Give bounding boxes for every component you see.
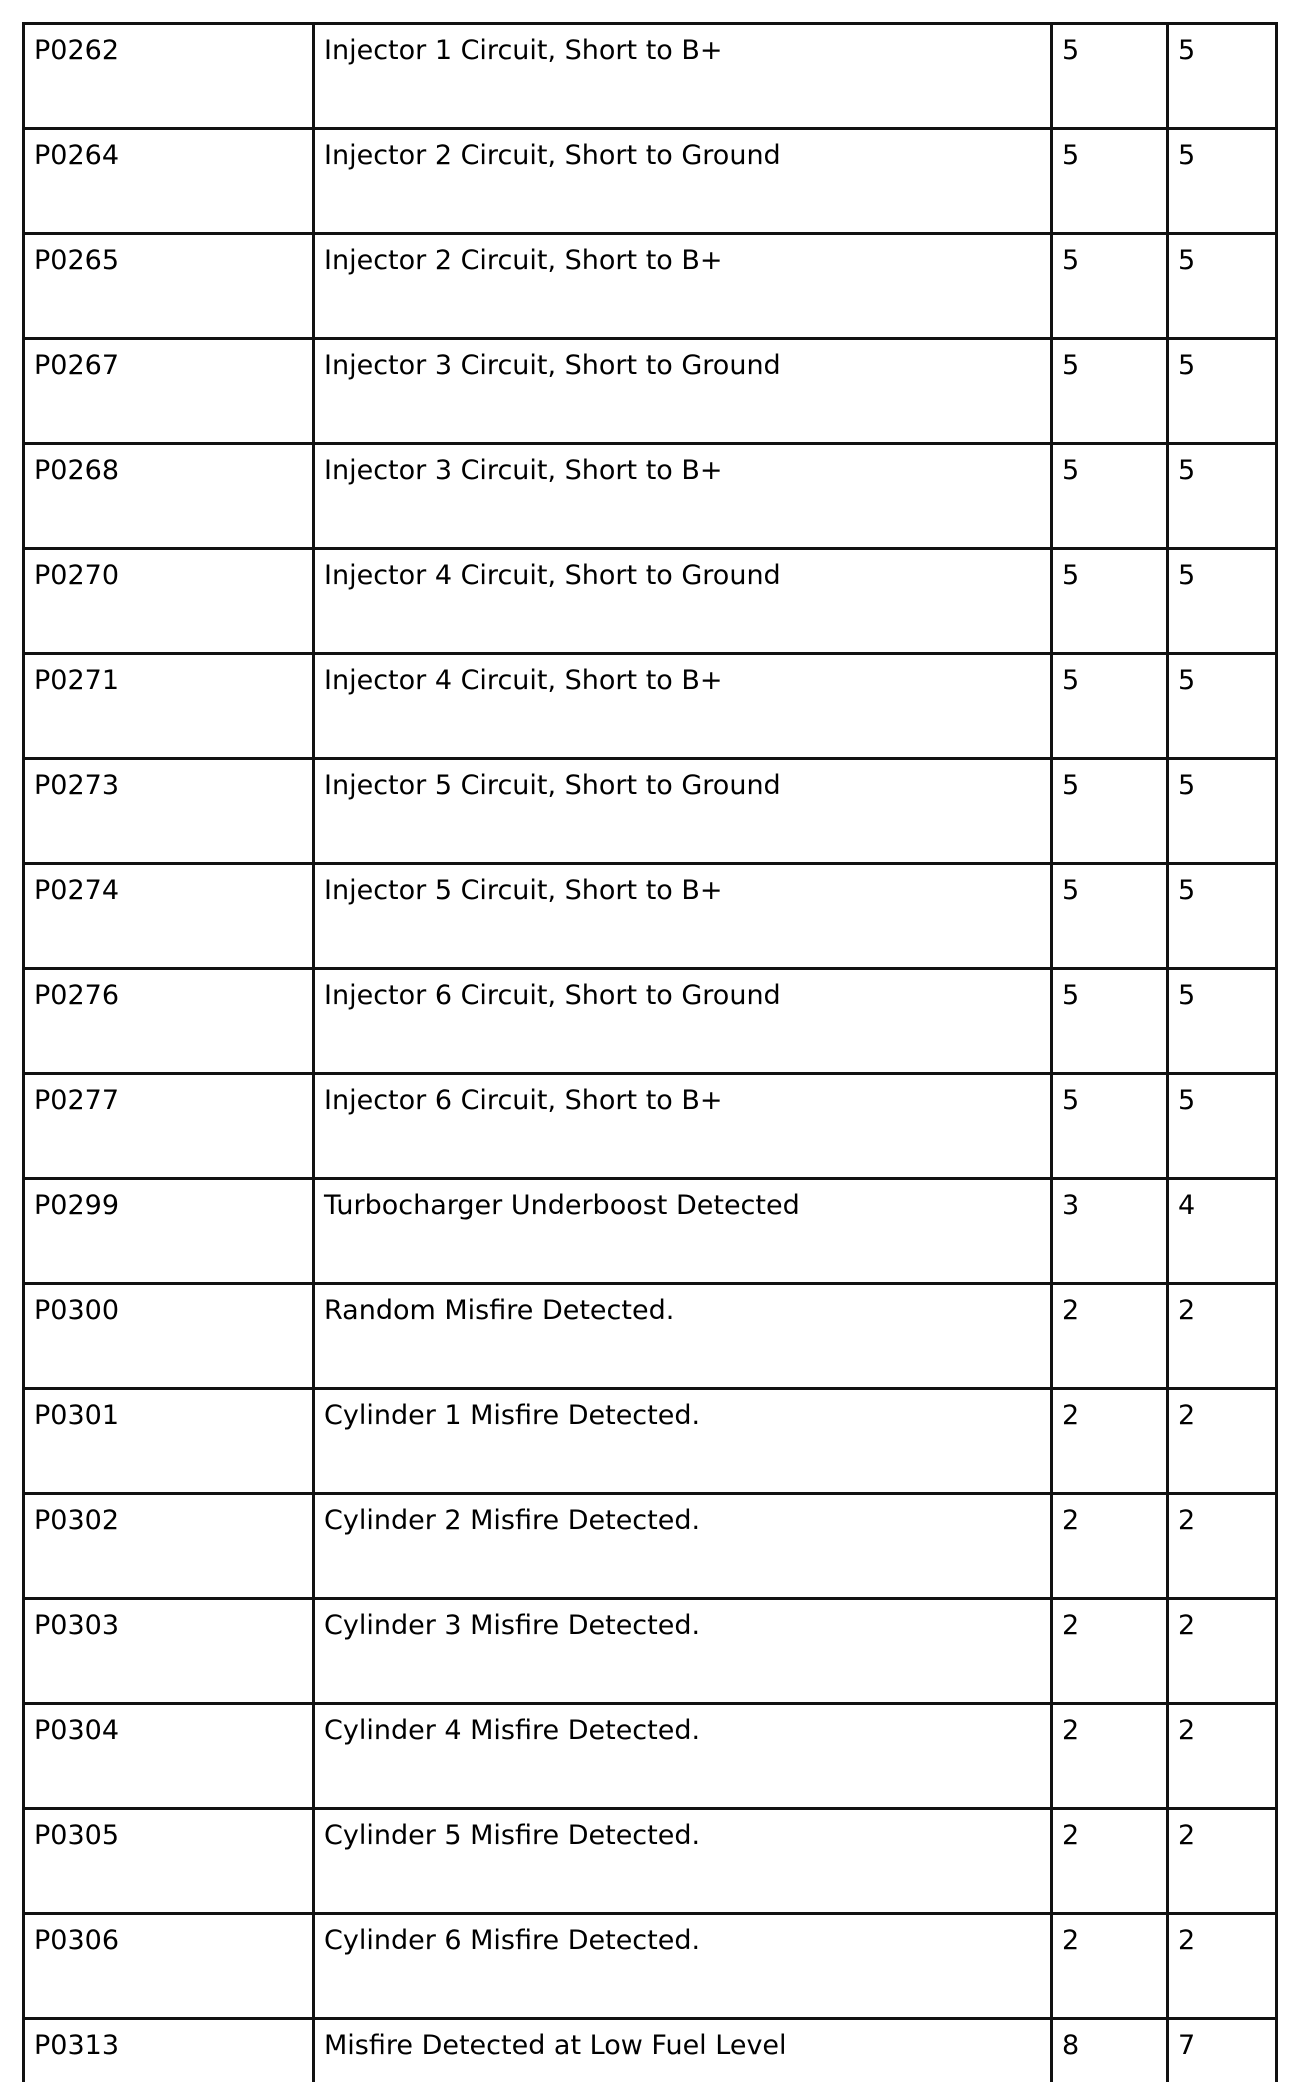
- dtc-code-cell: P0306: [24, 1914, 314, 2019]
- dtc-table-container: [22, 22, 1275, 2082]
- table-row: [24, 1704, 1277, 1809]
- dtc-description-cell: Injector 6 Circuit, Short to B+: [314, 1074, 1052, 1179]
- dtc-value-cell-4: 2: [1168, 1389, 1277, 1494]
- dtc-value-cell-3: 2: [1052, 1494, 1168, 1599]
- dtc-value-cell-3: 2: [1052, 1704, 1168, 1809]
- table-row: [24, 654, 1277, 759]
- dtc-value-cell-3: 5: [1052, 969, 1168, 1074]
- dtc-code-cell: P0299: [24, 1179, 314, 1284]
- table-row: [24, 549, 1277, 654]
- table-row: [24, 759, 1277, 864]
- dtc-code-cell: P0267: [24, 339, 314, 444]
- dtc-value-cell-3: 5: [1052, 1074, 1168, 1179]
- dtc-value-cell-4: 5: [1168, 864, 1277, 969]
- dtc-description-cell: Injector 1 Circuit, Short to B+: [314, 24, 1052, 129]
- dtc-code-cell: P0270: [24, 549, 314, 654]
- dtc-code-cell: P0301: [24, 1389, 314, 1494]
- dtc-description-cell: Injector 3 Circuit, Short to Ground: [314, 339, 1052, 444]
- dtc-value-cell-4: 5: [1168, 759, 1277, 864]
- dtc-description-cell: Injector 2 Circuit, Short to B+: [314, 234, 1052, 339]
- table-row: [24, 1599, 1277, 1704]
- dtc-value-cell-4: 5: [1168, 129, 1277, 234]
- dtc-description-cell: Random Misfire Detected.: [314, 1284, 1052, 1389]
- table-row: [24, 2019, 1277, 2082]
- dtc-code-cell: P0271: [24, 654, 314, 759]
- dtc-value-cell-4: 2: [1168, 1599, 1277, 1704]
- dtc-code-cell: P0273: [24, 759, 314, 864]
- dtc-description-cell: Injector 5 Circuit, Short to B+: [314, 864, 1052, 969]
- dtc-value-cell-4: 5: [1168, 24, 1277, 129]
- dtc-code-cell: P0305: [24, 1809, 314, 1914]
- dtc-description-cell: Injector 2 Circuit, Short to Ground: [314, 129, 1052, 234]
- dtc-value-cell-4: 7: [1168, 2019, 1277, 2082]
- dtc-value-cell-3: 5: [1052, 549, 1168, 654]
- dtc-description-cell: Misfire Detected at Low Fuel Level: [314, 2019, 1052, 2082]
- dtc-table: [22, 22, 1278, 2082]
- dtc-value-cell-4: 2: [1168, 1809, 1277, 1914]
- dtc-value-cell-3: 8: [1052, 2019, 1168, 2082]
- table-row: [24, 1179, 1277, 1284]
- table-row: [24, 129, 1277, 234]
- dtc-code-cell: P0302: [24, 1494, 314, 1599]
- dtc-value-cell-3: 2: [1052, 1809, 1168, 1914]
- dtc-value-cell-4: 5: [1168, 339, 1277, 444]
- dtc-code-cell: P0274: [24, 864, 314, 969]
- dtc-value-cell-3: 5: [1052, 654, 1168, 759]
- dtc-description-cell: Cylinder 5 Misfire Detected.: [314, 1809, 1052, 1914]
- dtc-code-cell: P0262: [24, 24, 314, 129]
- dtc-value-cell-3: 2: [1052, 1389, 1168, 1494]
- dtc-code-cell: P0313: [24, 2019, 314, 2082]
- dtc-code-cell: P0264: [24, 129, 314, 234]
- dtc-value-cell-3: 2: [1052, 1284, 1168, 1389]
- table-row: [24, 969, 1277, 1074]
- dtc-value-cell-4: 2: [1168, 1494, 1277, 1599]
- dtc-description-cell: Injector 3 Circuit, Short to B+: [314, 444, 1052, 549]
- dtc-value-cell-4: 2: [1168, 1284, 1277, 1389]
- table-row: [24, 1074, 1277, 1179]
- dtc-value-cell-3: 5: [1052, 444, 1168, 549]
- dtc-description-cell: Cylinder 3 Misfire Detected.: [314, 1599, 1052, 1704]
- table-row: [24, 339, 1277, 444]
- dtc-value-cell-3: 5: [1052, 129, 1168, 234]
- table-row: [24, 234, 1277, 339]
- dtc-code-cell: P0265: [24, 234, 314, 339]
- dtc-code-cell: P0268: [24, 444, 314, 549]
- dtc-code-cell: P0300: [24, 1284, 314, 1389]
- dtc-description-cell: Injector 4 Circuit, Short to Ground: [314, 549, 1052, 654]
- dtc-table-body: [24, 24, 1277, 2082]
- dtc-value-cell-4: 5: [1168, 1074, 1277, 1179]
- dtc-value-cell-4: 5: [1168, 444, 1277, 549]
- dtc-value-cell-4: 5: [1168, 969, 1277, 1074]
- dtc-value-cell-4: 5: [1168, 654, 1277, 759]
- dtc-value-cell-4: 2: [1168, 1704, 1277, 1809]
- table-row: [24, 24, 1277, 129]
- dtc-description-cell: Cylinder 1 Misfire Detected.: [314, 1389, 1052, 1494]
- dtc-description-cell: Injector 6 Circuit, Short to Ground: [314, 969, 1052, 1074]
- dtc-description-cell: Cylinder 2 Misfire Detected.: [314, 1494, 1052, 1599]
- dtc-value-cell-3: 5: [1052, 864, 1168, 969]
- table-row: [24, 1494, 1277, 1599]
- dtc-value-cell-3: 5: [1052, 759, 1168, 864]
- dtc-value-cell-4: 4: [1168, 1179, 1277, 1284]
- dtc-value-cell-3: 2: [1052, 1914, 1168, 2019]
- dtc-description-cell: Turbocharger Underboost Detected: [314, 1179, 1052, 1284]
- dtc-description-cell: Cylinder 4 Misfire Detected.: [314, 1704, 1052, 1809]
- dtc-value-cell-3: 5: [1052, 234, 1168, 339]
- dtc-value-cell-4: 2: [1168, 1914, 1277, 2019]
- dtc-value-cell-4: 5: [1168, 234, 1277, 339]
- dtc-description-cell: Injector 5 Circuit, Short to Ground: [314, 759, 1052, 864]
- table-row: [24, 1809, 1277, 1914]
- dtc-value-cell-3: 2: [1052, 1599, 1168, 1704]
- dtc-code-cell: P0303: [24, 1599, 314, 1704]
- table-row: [24, 1284, 1277, 1389]
- dtc-value-cell-3: 5: [1052, 339, 1168, 444]
- dtc-value-cell-3: 5: [1052, 24, 1168, 129]
- dtc-code-cell: P0304: [24, 1704, 314, 1809]
- table-row: [24, 444, 1277, 549]
- dtc-description-cell: Cylinder 6 Misfire Detected.: [314, 1914, 1052, 2019]
- dtc-code-cell: P0277: [24, 1074, 314, 1179]
- dtc-code-cell: P0276: [24, 969, 314, 1074]
- table-row: [24, 1914, 1277, 2019]
- dtc-description-cell: Injector 4 Circuit, Short to B+: [314, 654, 1052, 759]
- dtc-value-cell-3: 3: [1052, 1179, 1168, 1284]
- table-row: [24, 1389, 1277, 1494]
- dtc-value-cell-4: 5: [1168, 549, 1277, 654]
- table-row: [24, 864, 1277, 969]
